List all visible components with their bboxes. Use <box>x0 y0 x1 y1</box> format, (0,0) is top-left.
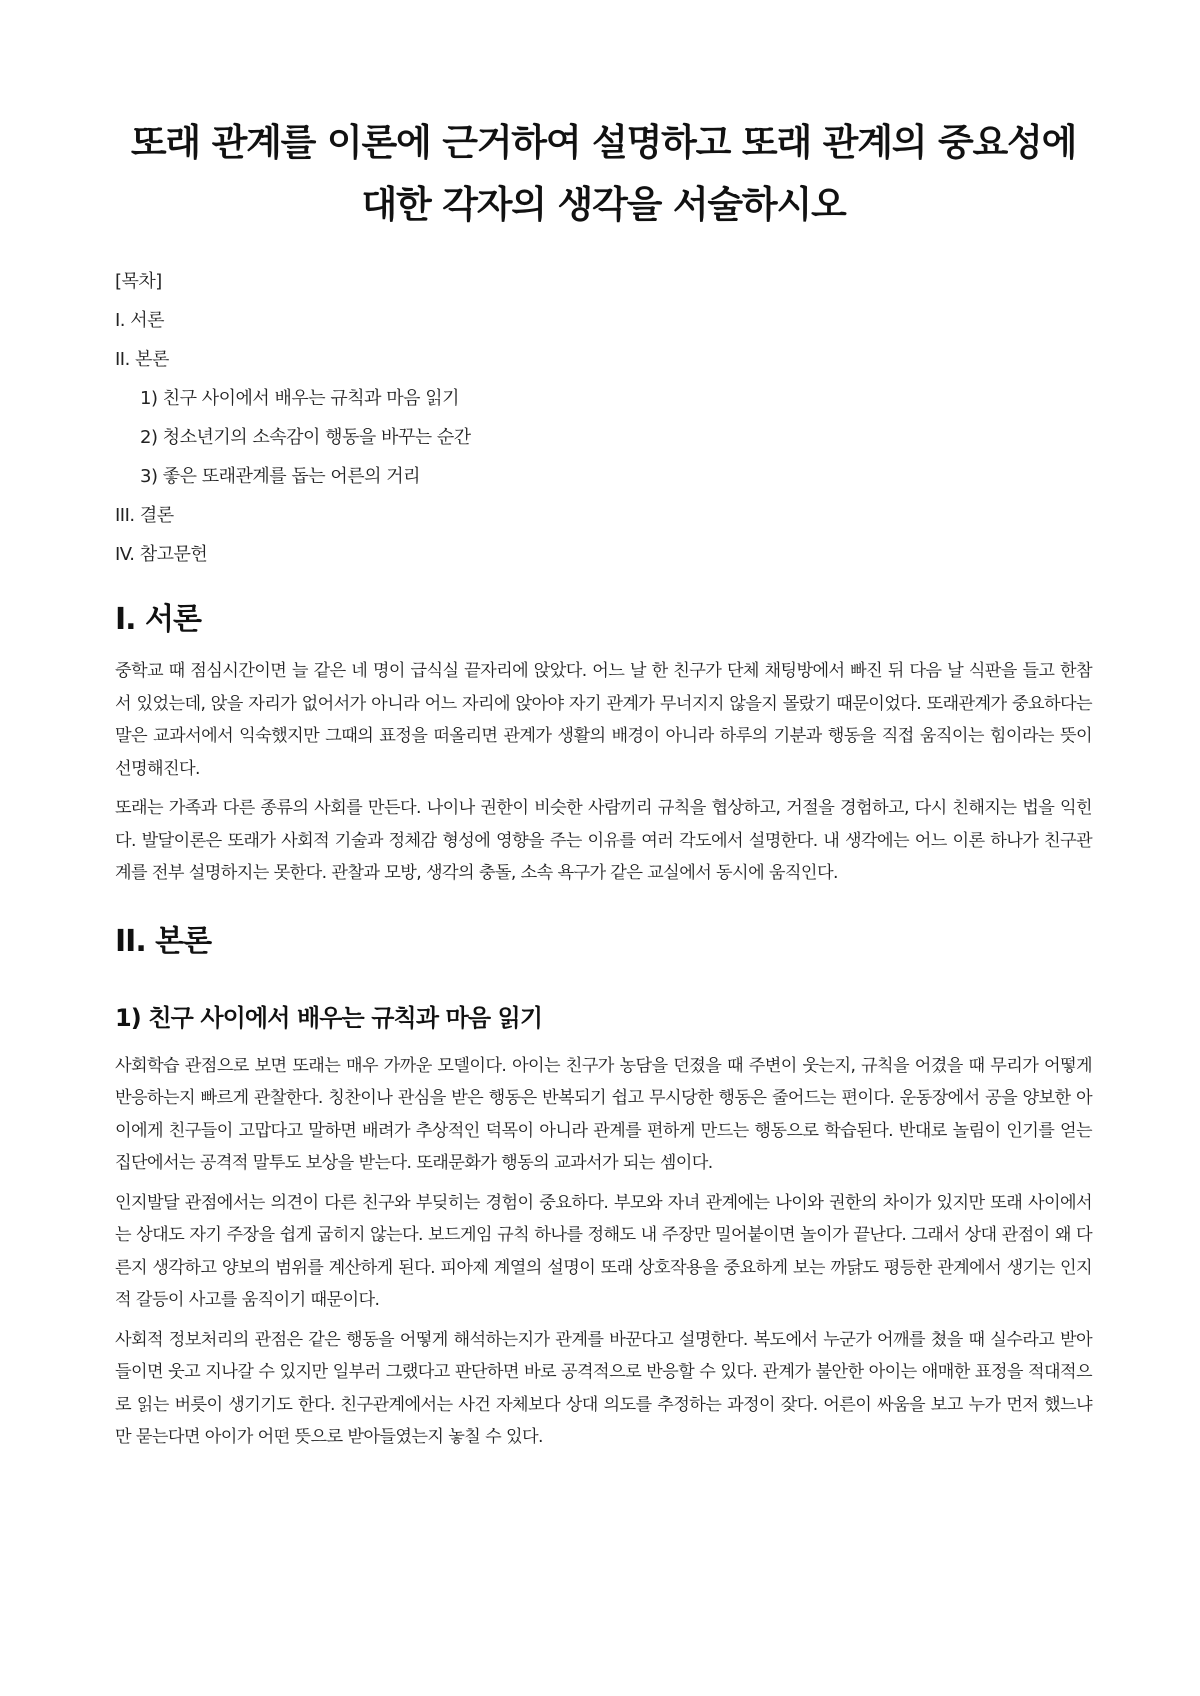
toc-item-references: IV. 참고문헌 <box>115 544 208 565</box>
toc-subitem-adult-distance: 3) 좋은 또래관계를 돕는 어른의 거리 <box>140 466 421 487</box>
toc-item-conclusion: III. 결론 <box>115 505 174 526</box>
body-paragraph-social-information-processing: 사회적 정보처리의 관점은 같은 행동을 어떻게 해석하는지가 관계를 바꾼다고 설명한다. 복도에서 누군가 어깨를 쳤을 때 실수라고 받아들이면 웃고 지나갈 수 있지만 일부러 그랬다고 판단하면 바로 공격적으로 반응할 수 있다. 관계가 불안한 아이는 애매한 표정을 적대적으로 읽는 버릇이 생기기도 한다. 친구관계에서는 사건 자체보다 상대 의도를 추정하는 과정이 잦다. 어른이 싸움을 보고 누가 먼저 했느냐만 묻는다면 아이가 어떤 뜻으로 받아들였는지 놓칠 수 있다. <box>115 1329 1092 1447</box>
table-of-contents <box>115 262 1092 574</box>
body-paragraph-social-learning: 사회학습 관점으로 보면 또래는 매우 가까운 모델이다. 아이는 친구가 농담을 던졌을 때 주변이 웃는지, 규칙을 어겼을 때 무리가 어떻게 반응하는지 빠르게 관찰한다. 칭찬이나 관심을 받은 행동은 반복되기 쉽고 무시당한 행동은 줄어드는 편이다. 운동장에서 공을 양보한 아이에게 친구들이 고맙다고 말하면 배려가 추상적인 덕목이 아니라 관계를 편하게 만드는 행동으로 학습된다. 반대로 놀림이 인기를 얻는 집단에서는 공격적 말투도 보상을 받는다. 또래문화가 행동의 교과서가 되는 셈이다. <box>115 1055 1092 1173</box>
subsection-heading-rules-and-mind-reading: 1) 친구 사이에서 배우는 규칙과 마음 읽기 <box>115 1003 543 1032</box>
toc-subitem-rules-and-mind-reading: 1) 친구 사이에서 배우는 규칙과 마음 읽기 <box>140 388 460 409</box>
body-paragraph-cognitive-development: 인지발달 관점에서는 의견이 다른 친구와 부딪히는 경험이 중요하다. 부모와 자녀 관계에는 나이와 권한의 차이가 있지만 또래 사이에서는 상대도 자기 주장을 쉽게 굽히지 않는다. 보드게임 규칙 하나를 정해도 내 주장만 밀어붙이면 놀이가 끝난다. 그래서 상대 관점이 왜 다른지 생각하고 양보의 범위를 계산하게 된다. 피아제 계열의 설명이 또래 상호작용을 중요하게 보는 까닭도 평등한 관계에서 생기는 인지적 갈등이 사고를 움직이기 때문이다. <box>115 1192 1092 1310</box>
section-heading-introduction: I. 서론 <box>115 602 201 637</box>
section-heading-body: II. 본론 <box>115 923 212 959</box>
toc-label: [목차] <box>115 271 162 292</box>
intro-paragraph-2: 또래는 가족과 다른 종류의 사회를 만든다. 나이나 권한이 비슷한 사람끼리 규칙을 협상하고, 거절을 경험하고, 다시 친해지는 법을 익힌다. 발달이론은 또래가 사회적 기술과 정체감 형성에 영향을 주는 이유를 여러 각도에서 설명한다. 내 생각에는 어느 이론 하나가 친구관계를 전부 설명하지는 못한다. 관찰과 모방, 생각의 충돌, 소속 욕구가 같은 교실에서 동시에 움직인다. <box>115 798 1092 883</box>
intro-paragraph-1: 중학교 때 점심시간이면 늘 같은 네 명이 급식실 끝자리에 앉았다. 어느 날 한 친구가 단체 채팅방에서 빠진 뒤 다음 날 식판을 들고 한참 서 있었는데, 앉을 자리가 없어서가 아니라 어느 자리에 앉아야 자기 관계가 무너지지 않을지 몰랐기 때문이었다. 또래관계가 중요하다는 말은 교과서에서 익숙했지만 그때의 표정을 떠올리면 관계가 생활의 배경이 아니라 하루의 기분과 행동을 직접 움직이는 힘이라는 뜻이 선명해진다. <box>115 661 1092 779</box>
toc-item-introduction: I. 서론 <box>115 310 165 331</box>
toc-subitem-belonging: 2) 청소년기의 소속감이 행동을 바꾸는 순간 <box>140 427 471 448</box>
document-title: 또래 관계를 이론에 근거하여 설명하고 또래 관계의 중요성에 대한 각자의 생각을 서술하시오 <box>130 121 1077 226</box>
toc-item-body: II. 본론 <box>115 349 169 370</box>
